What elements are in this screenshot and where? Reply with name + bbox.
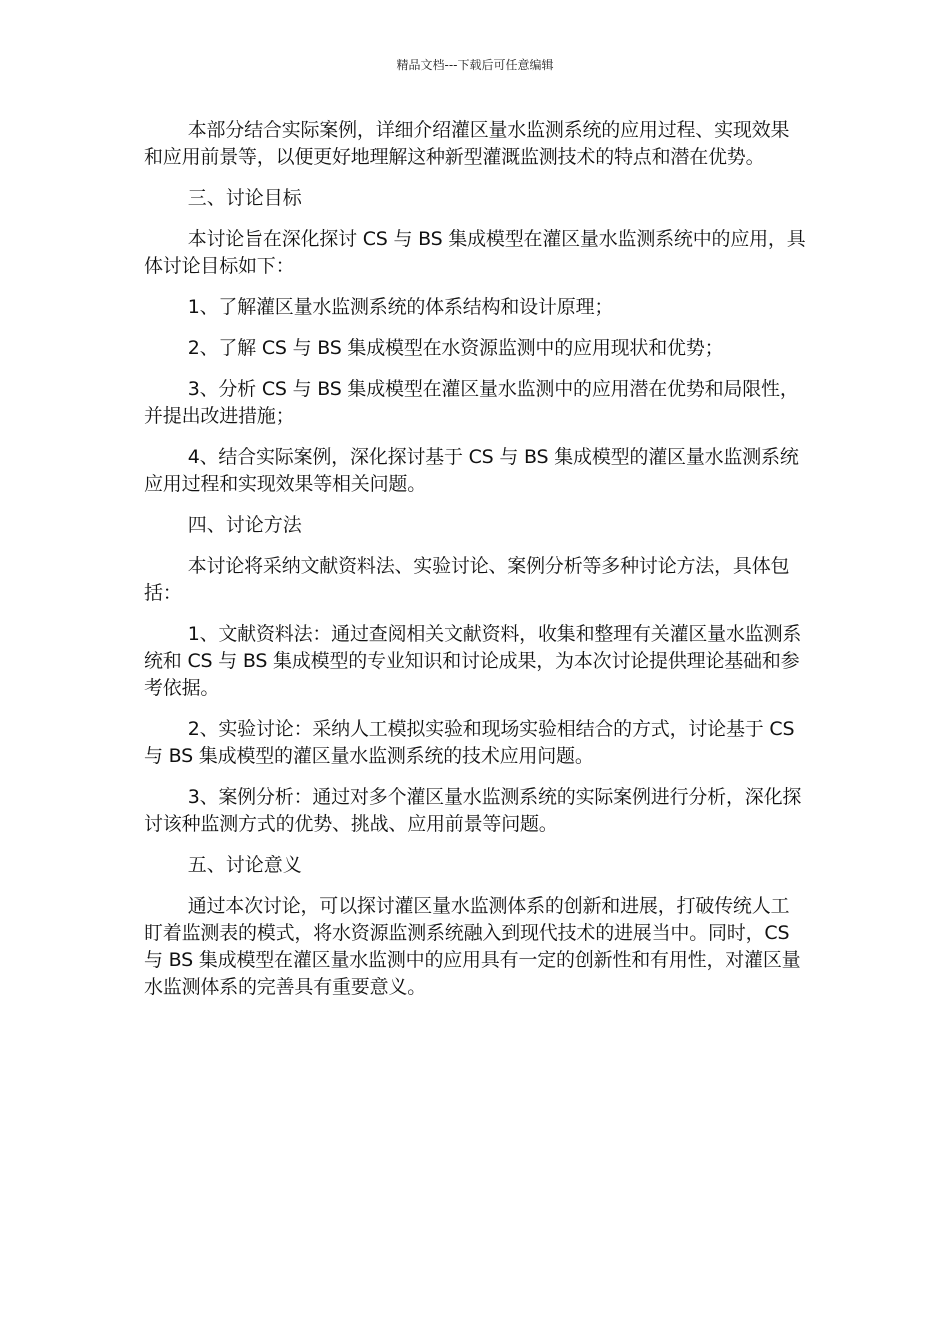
goal-item: 4、结合实际案例，深化探讨基于 CS 与 BS 集成模型的灌区量水监测系统应用过程和实现效果等相关问题。 xyxy=(144,446,799,495)
significance-paragraph: 通过本次讨论，可以探讨灌区量水监测体系的创新和进展，打破传统人工盯着监测表的模式，将水资源监测系统融入到现代技术的进展当中。同时，CS 与 BS 集成模型在灌区量水监测中的应用具有一定的创新性和有用性，对灌区量水监测体系的完善具有重要意义。 xyxy=(144,895,801,998)
intro-paragraph: 本部分结合实际案例，详细介绍灌区量水监测系统的应用过程、实现效果和应用前景等，以便更好地理解这种新型灌溉监测技术的特点和潜在优势。 xyxy=(144,119,790,168)
document-body xyxy=(144,117,806,1015)
methods-lead-paragraph: 本讨论将采纳文献资料法、实验讨论、案例分析等多种讨论方法，具体包括： xyxy=(144,555,790,604)
goal-item: 1、了解灌区量水监测系统的体系结构和设计原理； xyxy=(187,296,614,318)
page-header: 精品文档---下载后可任意编辑 xyxy=(396,58,554,72)
method-item: 2、实验讨论：采纳人工模拟实验和现场实验相结合的方式，讨论基于 CS 与 BS 集成模型的灌区量水监测系统的技术应用问题。 xyxy=(144,718,795,767)
goal-item: 2、了解 CS 与 BS 集成模型在水资源监测中的应用现状和优势； xyxy=(187,337,724,359)
section-heading-methods: 四、讨论方法 xyxy=(187,514,302,536)
method-item: 1、文献资料法：通过查阅相关文献资料，收集和整理有关灌区量水监测系统和 CS 与 BS 集成模型的专业知识和讨论成果，为本次讨论提供理论基础和参考依据。 xyxy=(144,623,802,699)
goal-item: 3、分析 CS 与 BS 集成模型在灌区量水监测中的应用潜在优势和局限性，并提出改进措施； xyxy=(144,378,799,427)
goals-lead-paragraph: 本讨论旨在深化探讨 CS 与 BS 集成模型在灌区量水监测系统中的应用，具体讨论目标如下： xyxy=(144,228,806,277)
method-item: 3、案例分析：通过对多个灌区量水监测系统的实际案例进行分析，深化探讨该种监测方式的优势、挑战、应用前景等问题。 xyxy=(144,786,802,835)
section-heading-significance: 五、讨论意义 xyxy=(187,854,302,876)
section-heading-goals: 三、讨论目标 xyxy=(187,187,302,209)
